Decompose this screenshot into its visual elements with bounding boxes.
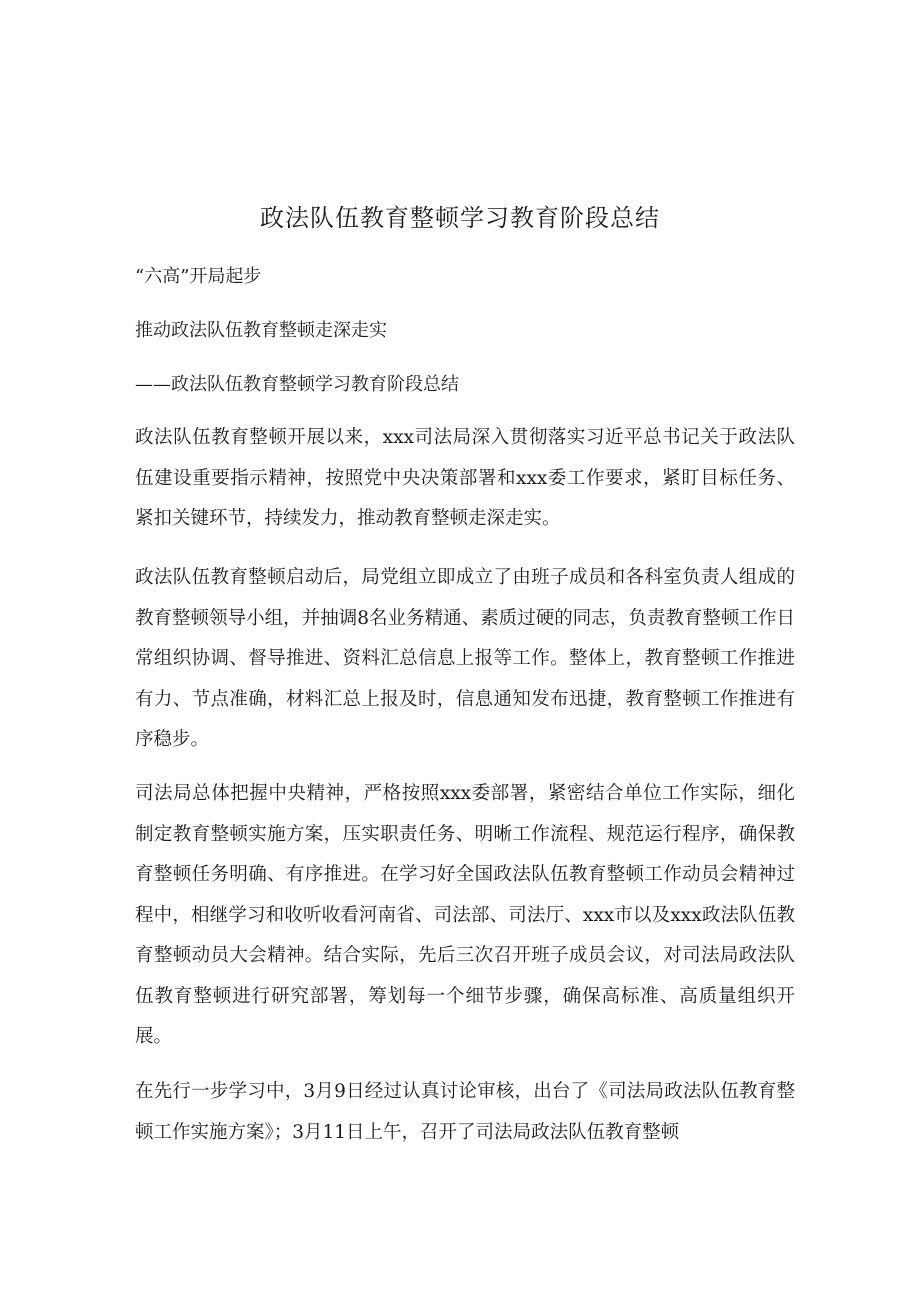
paragraph-leadership-group: 政法队伍教育整顿启动后，局党组立即成立了由班子成员和各科室负责人组成的教育整顿领导小组，并抽调8名业务精通、素质过硬的同志，负责教育整顿工作日常组织协调、督导推进、资料汇总信息上报等工作。整体上，教育整顿工作推进有力、节点准确，材料汇总上报及时，信息通知发布迅捷，教育整顿工作推进有序稳步。	[135, 567, 795, 750]
subtitle-zongjie: ——政法队伍教育整顿学习教育阶段总结	[135, 374, 459, 395]
document-title: 政法队伍教育整顿学习教育阶段总结	[260, 204, 660, 232]
subtitle-kaiju: “六高”开局起步	[135, 266, 262, 287]
paragraph-first-step: 在先行一步学习中，3月9日经过认真讨论审核，出台了《司法局政法队伍教育整顿工作实施方案》；3月11日上午，召开了司法局政法队伍教育整顿	[135, 1081, 795, 1143]
subtitle-tuidong: 推动政法队伍教育整顿走深走实	[135, 320, 387, 341]
paragraph-deployment: 司法局总体把握中央精神，严格按照xxx委部署，紧密结合单位工作实际，细化制定教育整顿实施方案，压实职责任务、明晰工作流程、规范运行程序，确保教育整顿任务明确、有序推进。在学习好全国政法队伍教育整顿工作动员会精神过程中，相继学习和收听收看河南省、司法部、司法厅、xxx市以及xxx政法队伍教育整顿动员大会精神。结合实际，先后三次召开班子成员会议，对司法局政法队伍教育整顿进行研究部署，筹划每一个细节步骤，确保高标准、高质量组织开展。	[135, 783, 795, 1047]
paragraph-intro: 政法队伍教育整顿开展以来，xxx司法局深入贯彻落实习近平总书记关于政法队伍建设重要指示精神，按照党中央决策部署和xxx委工作要求，紧盯目标任务、紧扣关键环节，持续发力，推动教育整顿走深走实。	[135, 427, 795, 529]
